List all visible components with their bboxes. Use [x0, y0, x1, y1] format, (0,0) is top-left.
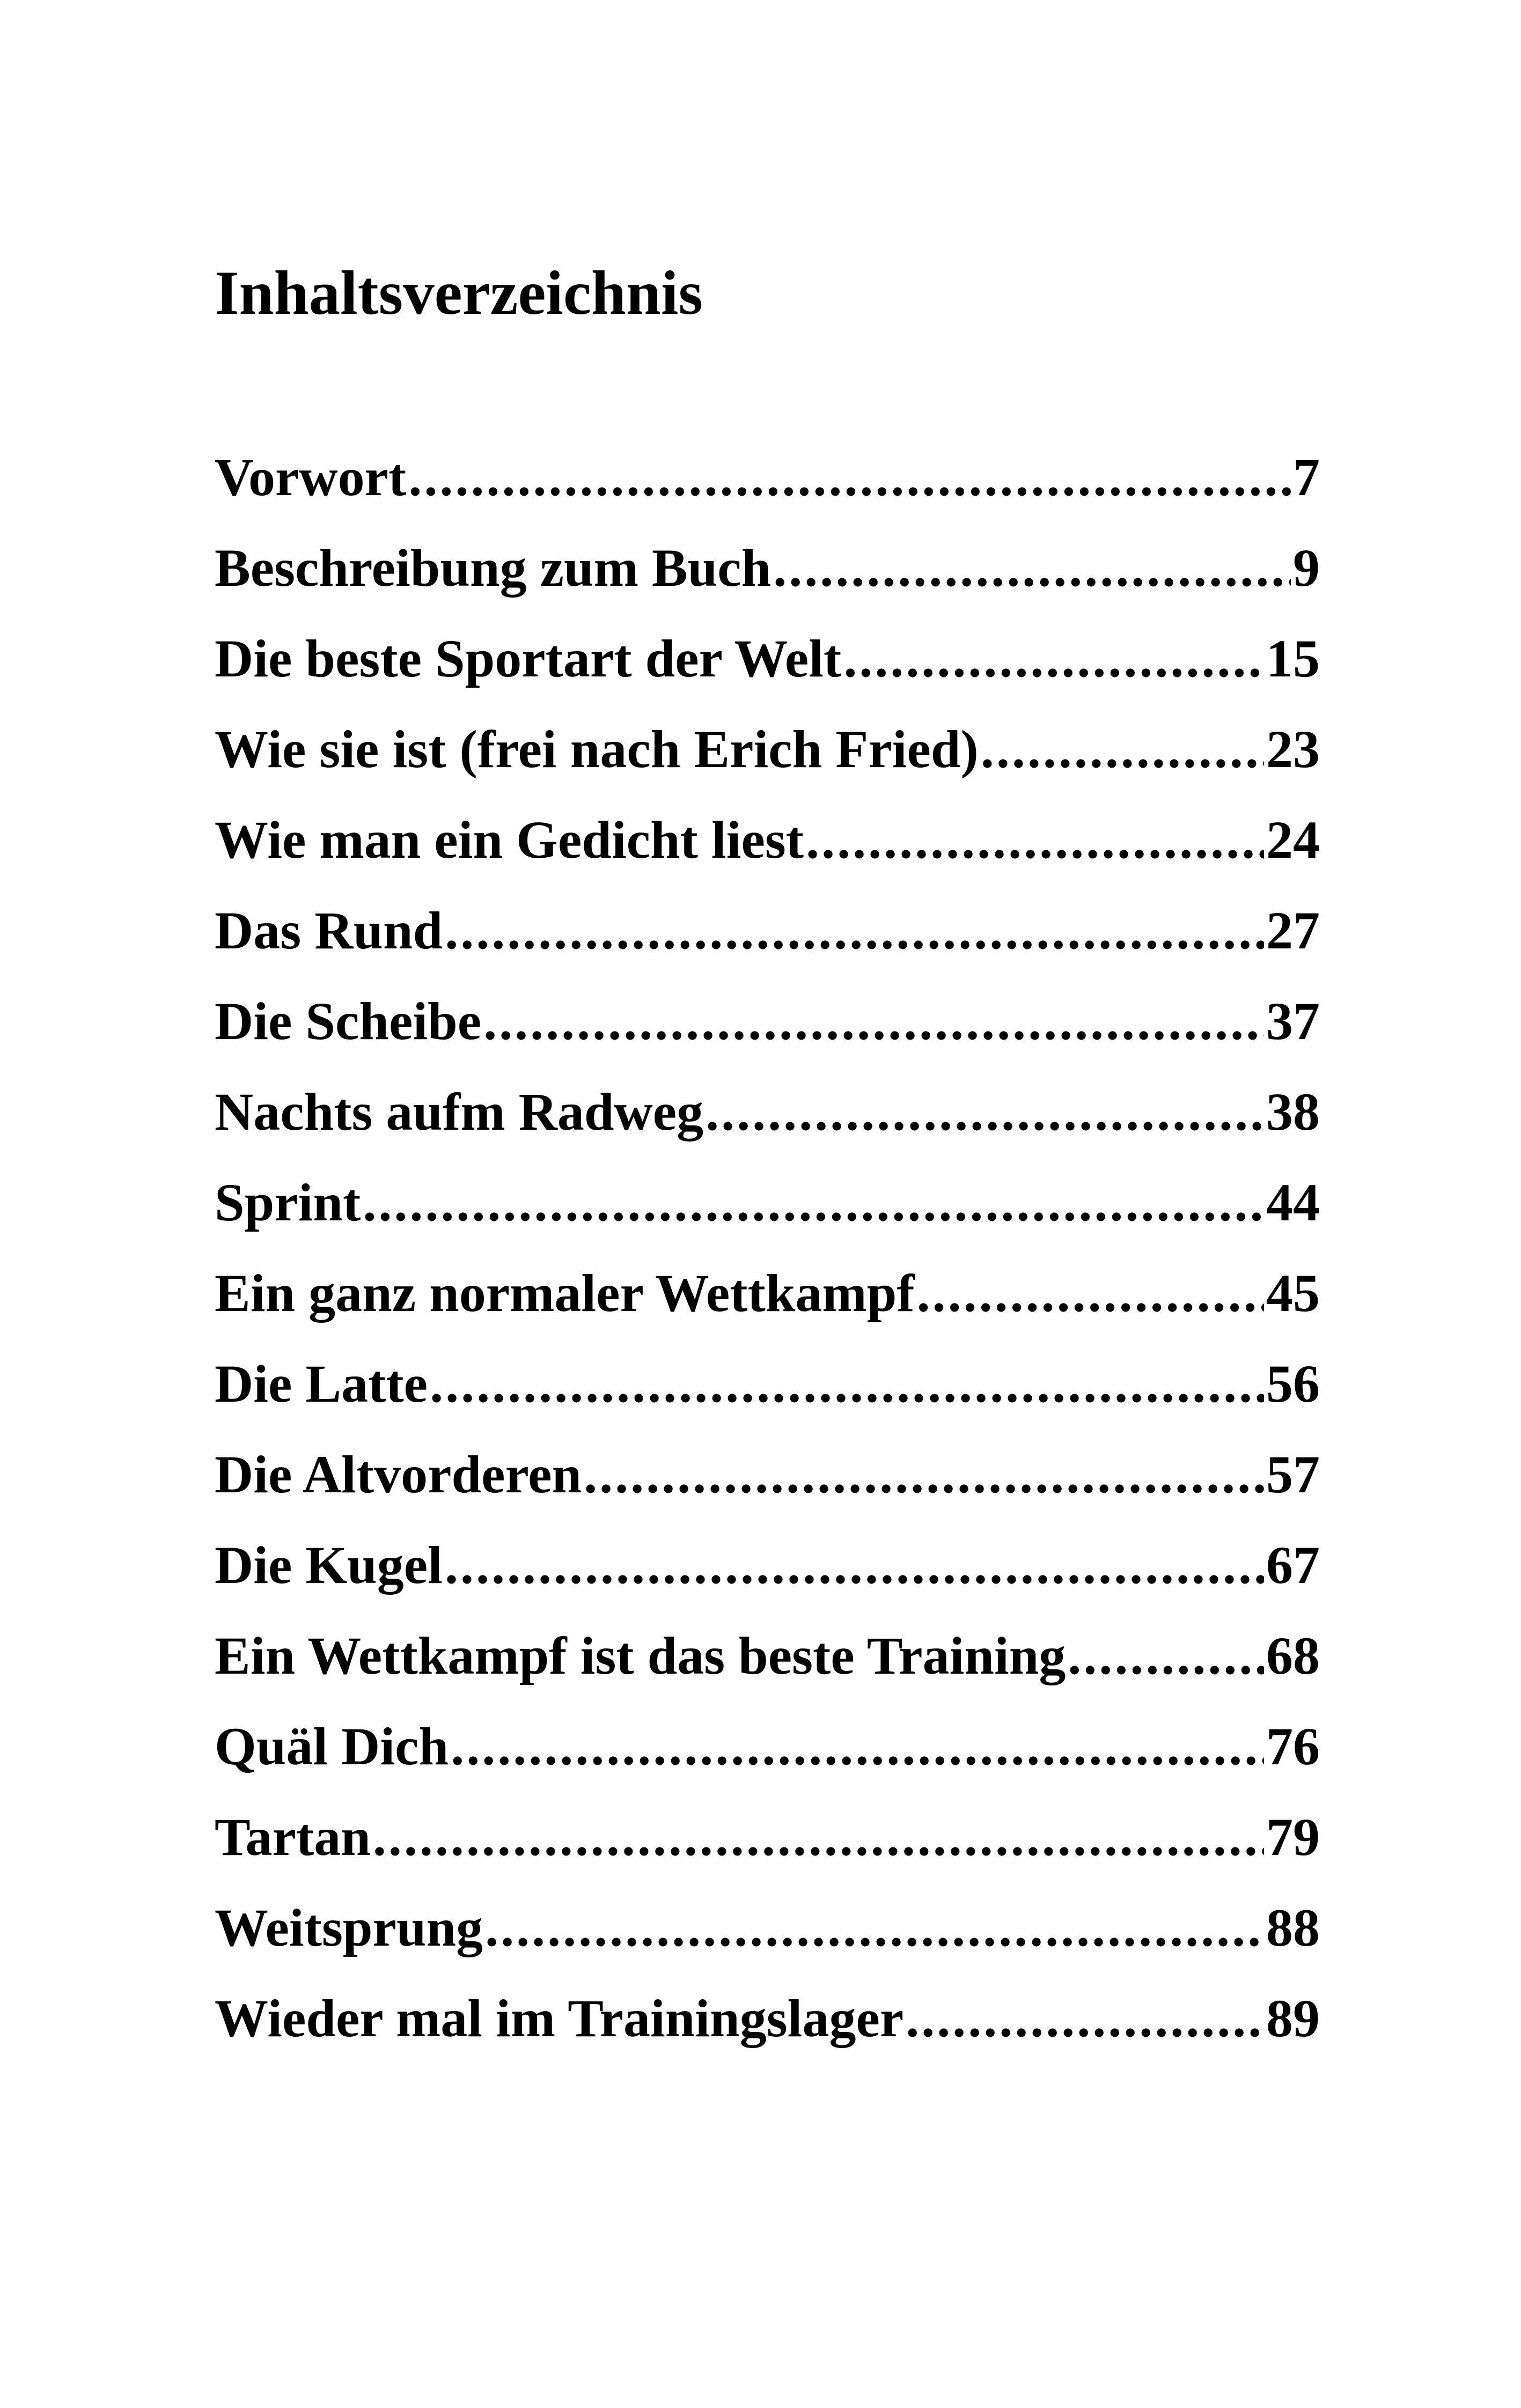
toc-entry	[215, 1629, 1320, 1720]
toc-entry-page: 56	[1266, 1357, 1320, 1413]
toc-entry	[215, 632, 1320, 723]
toc-entry-page: 68	[1266, 1629, 1320, 1685]
dot-leader	[373, 1810, 1264, 1864]
dot-leader	[917, 1266, 1264, 1320]
toc-entry-page: 37	[1266, 995, 1320, 1051]
toc-entry	[215, 1176, 1320, 1266]
toc-entry-title: Quäl Dich	[215, 1720, 449, 1776]
dot-leader	[773, 541, 1291, 595]
dot-leader	[363, 1176, 1264, 1229]
dot-leader	[584, 1448, 1264, 1501]
toc-entry-title: Wie man ein Gedicht liest	[215, 813, 804, 870]
toc-entry-title: Beschreibung zum Buch	[215, 541, 771, 598]
toc-entry-page: 45	[1266, 1266, 1320, 1323]
dot-leader	[485, 1901, 1264, 1955]
toc-entry-page: 23	[1266, 723, 1320, 779]
toc-entry-page: 7	[1293, 451, 1320, 507]
dot-leader	[445, 1538, 1264, 1592]
toc-entry-page: 9	[1293, 541, 1320, 598]
toc-entry-page: 89	[1266, 1992, 1320, 2048]
toc-entry-page: 57	[1266, 1448, 1320, 1504]
toc-entry	[215, 541, 1320, 632]
toc-entry	[215, 1901, 1320, 1992]
toc-entry-title: Nachts aufm Radweg	[215, 1085, 704, 1142]
toc-entry-title: Die Kugel	[215, 1538, 443, 1595]
toc-entry-title: Die Altvorderen	[215, 1448, 582, 1504]
toc-entry-title: Vorwort	[215, 451, 407, 507]
toc-entry-page: 38	[1266, 1085, 1320, 1142]
toc-entry	[215, 1720, 1320, 1810]
toc-entry-title: Tartan	[215, 1810, 371, 1867]
toc-entry	[215, 1992, 1320, 2082]
dot-leader	[906, 1992, 1264, 2045]
dot-leader	[981, 723, 1264, 776]
toc-entry-title: Die beste Sportart der Welt	[215, 632, 842, 688]
dot-leader	[806, 813, 1264, 867]
toc-entry-page: 76	[1266, 1720, 1320, 1776]
toc-entry-title: Die Latte	[215, 1357, 428, 1413]
toc-entry	[215, 1266, 1320, 1357]
toc-entry	[215, 813, 1320, 904]
toc-entry-page: 79	[1266, 1810, 1320, 1867]
toc-entry-title: Weitsprung	[215, 1901, 483, 1957]
toc-entry-page: 27	[1266, 904, 1320, 960]
toc-entry-page: 15	[1266, 632, 1320, 688]
table-of-contents	[215, 451, 1320, 2082]
dot-leader	[408, 451, 1291, 504]
toc-entry	[215, 1357, 1320, 1448]
toc-entry	[215, 1448, 1320, 1538]
toc-entry-title: Ein Wettkampf ist das beste Training	[215, 1629, 1066, 1685]
toc-entry-title: Ein ganz normaler Wettkampf	[215, 1266, 915, 1323]
dot-leader	[1068, 1629, 1264, 1683]
toc-entry-page: 88	[1266, 1901, 1320, 1957]
toc-entry-title: Das Rund	[215, 904, 443, 960]
toc-entry	[215, 1810, 1320, 1901]
dot-leader	[483, 995, 1264, 1048]
toc-entry-title: Sprint	[215, 1176, 361, 1232]
toc-entry-title: Die Scheibe	[215, 995, 482, 1051]
dot-leader	[451, 1720, 1264, 1773]
toc-entry-page: 67	[1266, 1538, 1320, 1595]
toc-entry	[215, 451, 1320, 541]
toc-entry-page: 44	[1266, 1176, 1320, 1232]
page-title: Inhaltsverzeichnis	[215, 259, 703, 328]
dot-leader	[706, 1085, 1264, 1139]
dot-leader	[445, 904, 1264, 958]
toc-entry	[215, 995, 1320, 1085]
toc-entry	[215, 904, 1320, 995]
dot-leader	[430, 1357, 1264, 1411]
toc-entry	[215, 723, 1320, 813]
dot-leader	[843, 632, 1264, 686]
toc-entry-page: 24	[1266, 813, 1320, 870]
toc-entry-title: Wieder mal im Trainingslager	[215, 1992, 904, 2048]
toc-entry	[215, 1085, 1320, 1176]
toc-entry	[215, 1538, 1320, 1629]
toc-entry-title: Wie sie ist (frei nach Erich Fried)	[215, 723, 979, 779]
